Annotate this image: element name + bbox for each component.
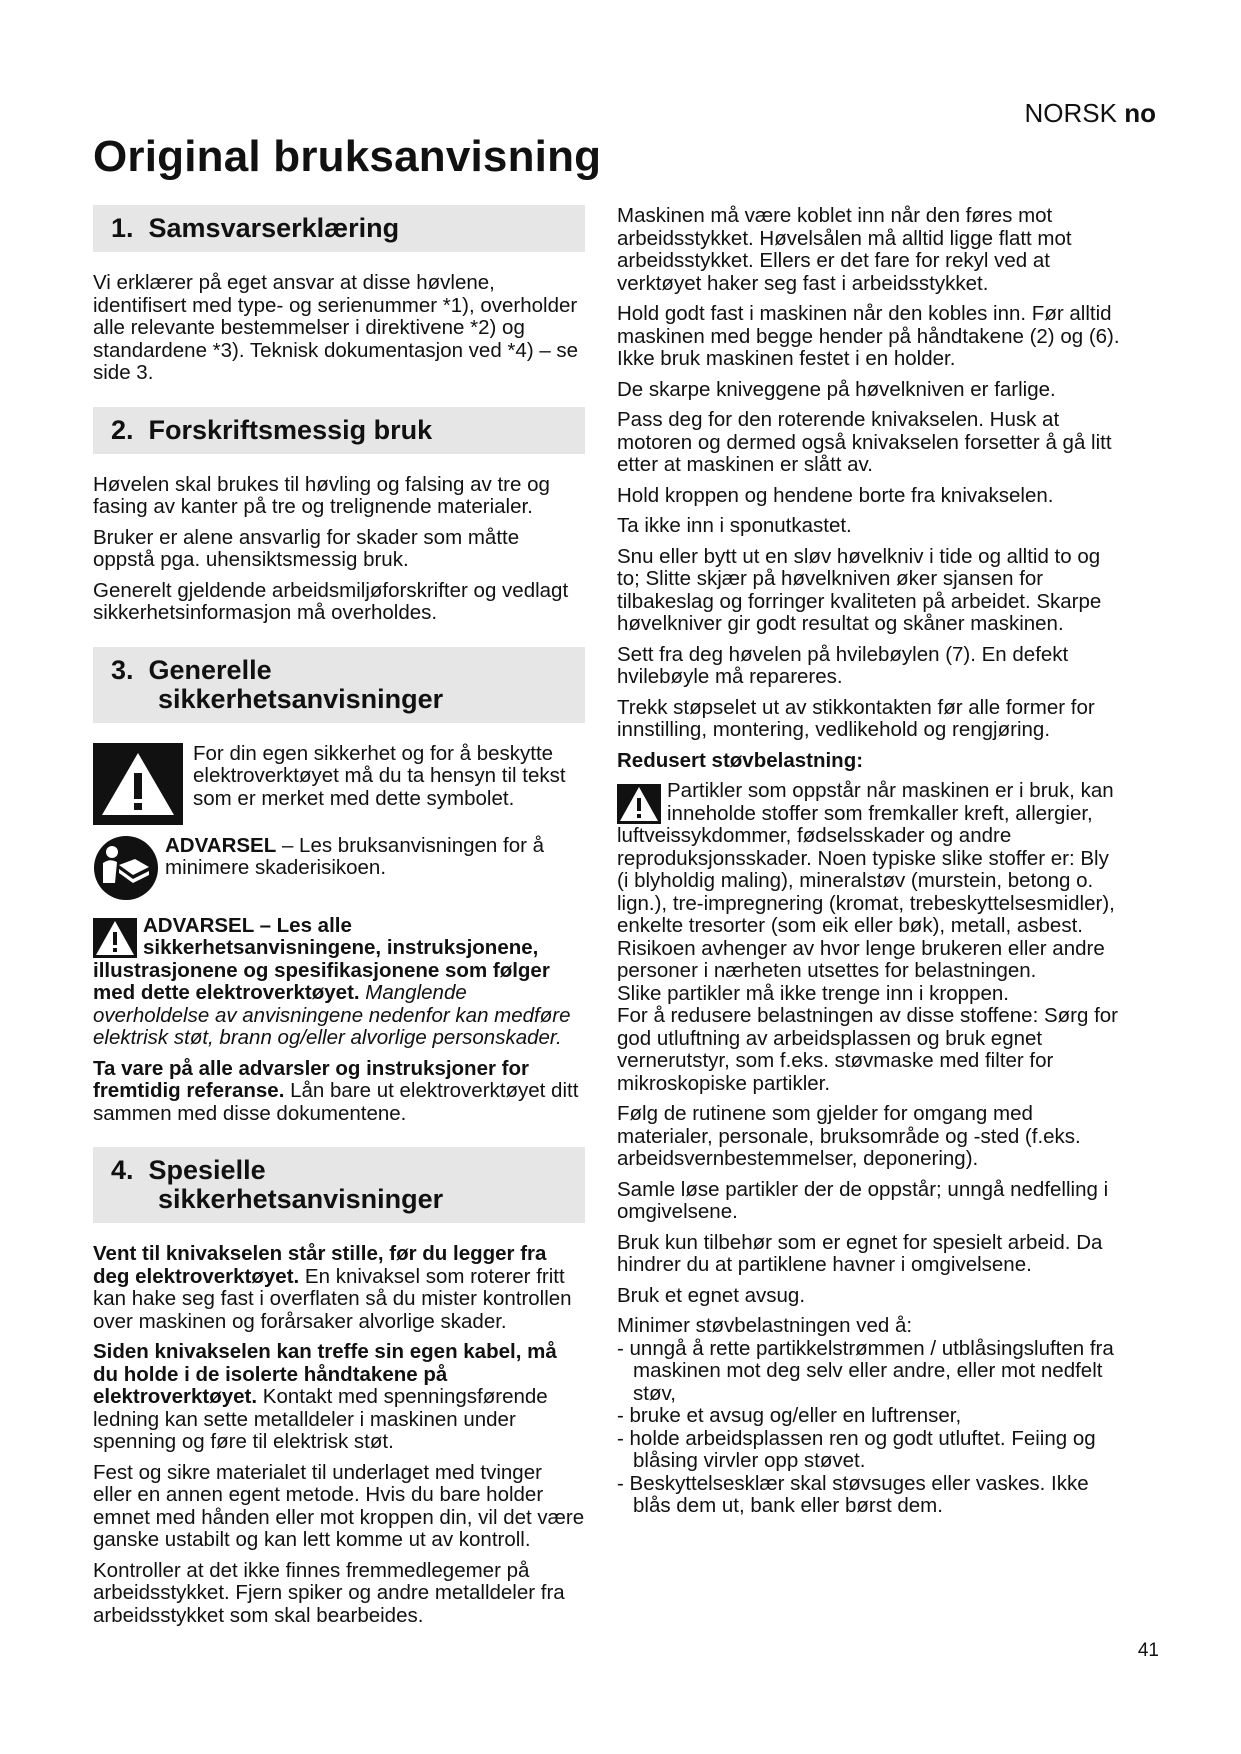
warning-triangle-icon — [93, 918, 137, 958]
routines-text: Følg de rutinene som gjelder for omgang med materialer, personale, bruksområde og -sted (f.eks. arbeidsvernbestemmelser, deponering). — [617, 1102, 1081, 1170]
section-title: Spesielle — [148, 1155, 266, 1185]
insulated-grip-text: Kontakt med spenningsførende ledning kan sette metalldeler i maskinen under spenning og føre til elektrisk støt. — [93, 1385, 548, 1453]
safety-symbol-block — [93, 743, 585, 825]
rotating-spindle-text: Pass deg for den roterende knivakselen. Husk at motoren og dermed også knivakselen forsetter å gå litt etter at maskinen er slått av. — [617, 408, 1112, 476]
section-number: 2. — [111, 414, 134, 445]
switch-on-text: Maskinen må være koblet inn når den føres mot arbeidsstykket. Høvelsålen må alltid ligge flatt mot arbeidsstykket. Ellers er det fare for rekyl ved at verktøyet haker seg fast i arbeidsstykket. — [617, 204, 1072, 295]
dust-hazard-text: Partikler som oppstår når maskinen er i bruk, kan inneholde stoffer som fremkaller kreft, allergier, luftveissykdommer, fødselsskader og andre reproduksjonsskader. Noen typiske slike stoffer er: Bly (i blyholdig maling), mineralstøv (murstein, betong o. lign.), tre-impregnering (kromat, trebeskyttelsesmidler), enkelte tresorter (som eik eller bøk), metall, asbest. — [617, 779, 1115, 937]
list-item: - unngå å rette partikkelstrømmen / utblåsingsluften fra maskinen mot deg selv eller andre, eller mot nedfelt støv, — [617, 1336, 1114, 1405]
language-label — [1025, 98, 1156, 129]
warning-bold-text: ADVARSEL – Les alle sikkerhetsanvisningene, instruksjonene, illustrasjonene og spesifikasjonene som følger med dette elektroverktøyet. — [93, 913, 550, 1004]
language-code: no — [1124, 98, 1156, 128]
unplug-text: Trekk støpselet ut av stikkontakten før alle former for innstilling, montering, vedlikehold og rengjøring. — [617, 695, 1095, 741]
hold-firmly-text: Hold godt fast i maskinen når den kobles inn. Før alltid maskinen med begge hender på håndtakene (2) og (6). Ikke bruk maskinen festet i en holder. — [617, 302, 1120, 370]
list-item: - holde arbeidsplassen ren og godt utluftet. Feiing og blåsing virvler opp støvet. — [617, 1426, 1096, 1472]
keep-instructions-paragraph — [93, 1058, 585, 1126]
read-manual-sentence: – Les bruksanvisningen for å minimere skaderisikoen. — [165, 833, 545, 879]
section-title: Generelle — [148, 654, 272, 685]
page-number: 41 — [1137, 1640, 1159, 1661]
warning-italic-text: Manglende overholdelse av anvisningene nedenfor kan medføre elektrisk støt, brann og/eller alvorlige personskader. — [93, 981, 571, 1049]
warning-triangle-icon — [617, 784, 661, 824]
section-title-line2: sikkerhetsanvisninger — [158, 683, 444, 714]
safety-symbol-text: For din egen sikkerhet og for å beskytte elektroverktøyet må du ta hensyn til tekst som er merket med dette symbolet. — [193, 741, 566, 810]
section-title: Samsvarserklæring — [148, 213, 400, 243]
keep-away-text: Hold kroppen og hendene borte fra knivakselen. — [617, 483, 1054, 507]
section-heading-2 — [93, 407, 585, 454]
accessories-text: Bruk kun tilbehør som er egnet for spesielt arbeid. Da hindrer du at partiklene havner i omgivelsene. — [617, 1230, 1103, 1276]
left-column — [93, 205, 585, 1635]
page-title: Original bruksanvisning — [93, 132, 602, 181]
parking-shoe-text: Sett fra deg høvelen på hvilebøylen (7). En defekt hvilebøyle må repareres. — [617, 642, 1069, 688]
section-number: 3. — [111, 654, 134, 685]
read-manual-text — [165, 835, 585, 901]
dust-risk-text: Risikoen avhenger av hvor lenge brukeren eller andre personer i nærheten utsettes for belastningen. — [617, 936, 1105, 982]
list-item: - Beskyttelsesklær skal støvsuges eller vaskes. Ikke blås dem ut, bank eller børst dem. — [617, 1471, 1089, 1517]
keep-instructions-text: Lån bare ut elektroverktøyet ditt sammen med disse dokumentene. — [93, 1079, 579, 1125]
language-name: NORSK — [1024, 98, 1117, 128]
warning-label: ADVARSEL — [165, 833, 277, 857]
read-manual-icon — [93, 835, 159, 901]
general-warning-paragraph — [93, 915, 585, 1050]
extraction-text: Bruk et egnet avsug. — [617, 1283, 806, 1307]
declaration-text: Vi erklærer på eget ansvar at disse høvlene, identifisert med type- og serienummer *1), overholder alle relevante bestemmelser i direktivene *2) og standardene *3). Teknisk dokumentasjon ved *4) – se side 3. — [93, 271, 579, 384]
dust-body-text: Slike partikler må ikke trenge inn i kroppen. — [617, 981, 1009, 1005]
insulated-grip-bold: Siden knivakselen kan treffe sin egen kabel, må du holde i de isolerte håndtakene på elektroverktøyet. — [93, 1340, 557, 1408]
dust-block — [617, 780, 1122, 1095]
list-item: - bruke et avsug og/eller en luftrenser, — [617, 1404, 962, 1427]
intended-use-text: Høvelen skal brukes til høvling og falsing av tre og fasing av kanter på tre og trelignende materialer. — [93, 472, 550, 518]
dust-reduce-text: For å redusere belastningen av disse stoffene: Sørg for god utluftning av arbeidsplassen og bruk egnet vernerutstyr, som f.eks. støvmaske med filter for mikroskopiske partikler. — [617, 1004, 1119, 1095]
minimize-intro-text: Minimer støvbelastningen ved å: — [617, 1314, 913, 1337]
chip-ejector-text: Ta ikke inn i sponutkastet. — [617, 514, 852, 537]
section-number: 1. — [111, 213, 134, 243]
foreign-objects-text: Kontroller at det ikke finnes fremmedlegemer på arbeidsstykket. Fjern spiker og andre metalldeler fra arbeidsstykket som skal bearbeides. — [93, 1558, 565, 1627]
wait-spindle-paragraph — [93, 1243, 585, 1333]
regulations-text: Generelt gjeldende arbeidsmiljøforskrifter og vedlagt sikkerhetsinformasjon må overholdes. — [93, 578, 569, 624]
section-heading-4 — [93, 1147, 585, 1223]
collect-particles-text: Samle løse partikler der de oppstår; unngå nedfelling i omgivelsene. — [617, 1177, 1109, 1223]
keep-instructions-bold: Ta vare på alle advarsler og instruksjoner for fremtidig referanse. — [93, 1056, 529, 1102]
warning-triangle-icon — [93, 743, 183, 825]
dust-heading: Redusert støvbelastning: — [617, 748, 864, 772]
right-column — [617, 205, 1122, 1518]
read-manual-block — [93, 835, 585, 901]
replace-blades-text: Snu eller bytt ut en sløv høvelkniv i tide og alltid to og to; Slitte skjær på høvelkniven øker sjansen for tilbakeslag og forringer kvaliteten på arbeidet. Skarpe høvelkniver gir godt resultat og skåner maskinen. — [617, 544, 1102, 635]
insulated-grip-paragraph — [93, 1341, 585, 1454]
clamp-workpiece-text: Fest og sikre materialet til underlaget med tvinger eller en annen egent metode. Hvis du bare holder emnet med hånden eller mot kroppen din, vil det være ganske ustabilt og kan lett komme ut av kontroll. — [93, 1460, 585, 1551]
section-heading-1 — [93, 205, 585, 252]
section-number: 4. — [111, 1155, 134, 1185]
wait-spindle-bold: Vent til knivakselen står stille, før du legger fra deg elektroverktøyet. — [93, 1242, 547, 1288]
section-title-line2: sikkerhetsanvisninger — [158, 1184, 444, 1214]
liability-text: Bruker er alene ansvarlig for skader som måtte oppstå pga. uhensiktsmessig bruk. — [93, 525, 520, 571]
sharp-blades-text: De skarpe kniveggene på høvelkniven er farlige. — [617, 377, 1056, 401]
wait-spindle-text: En knivaksel som roterer fritt kan hake seg fast i overflaten så du mister kontrollen over maskinen og forårsaker alvorlige skader. — [93, 1264, 572, 1333]
section-title: Forskriftsmessig bruk — [148, 414, 433, 445]
section-heading-3 — [93, 647, 585, 723]
